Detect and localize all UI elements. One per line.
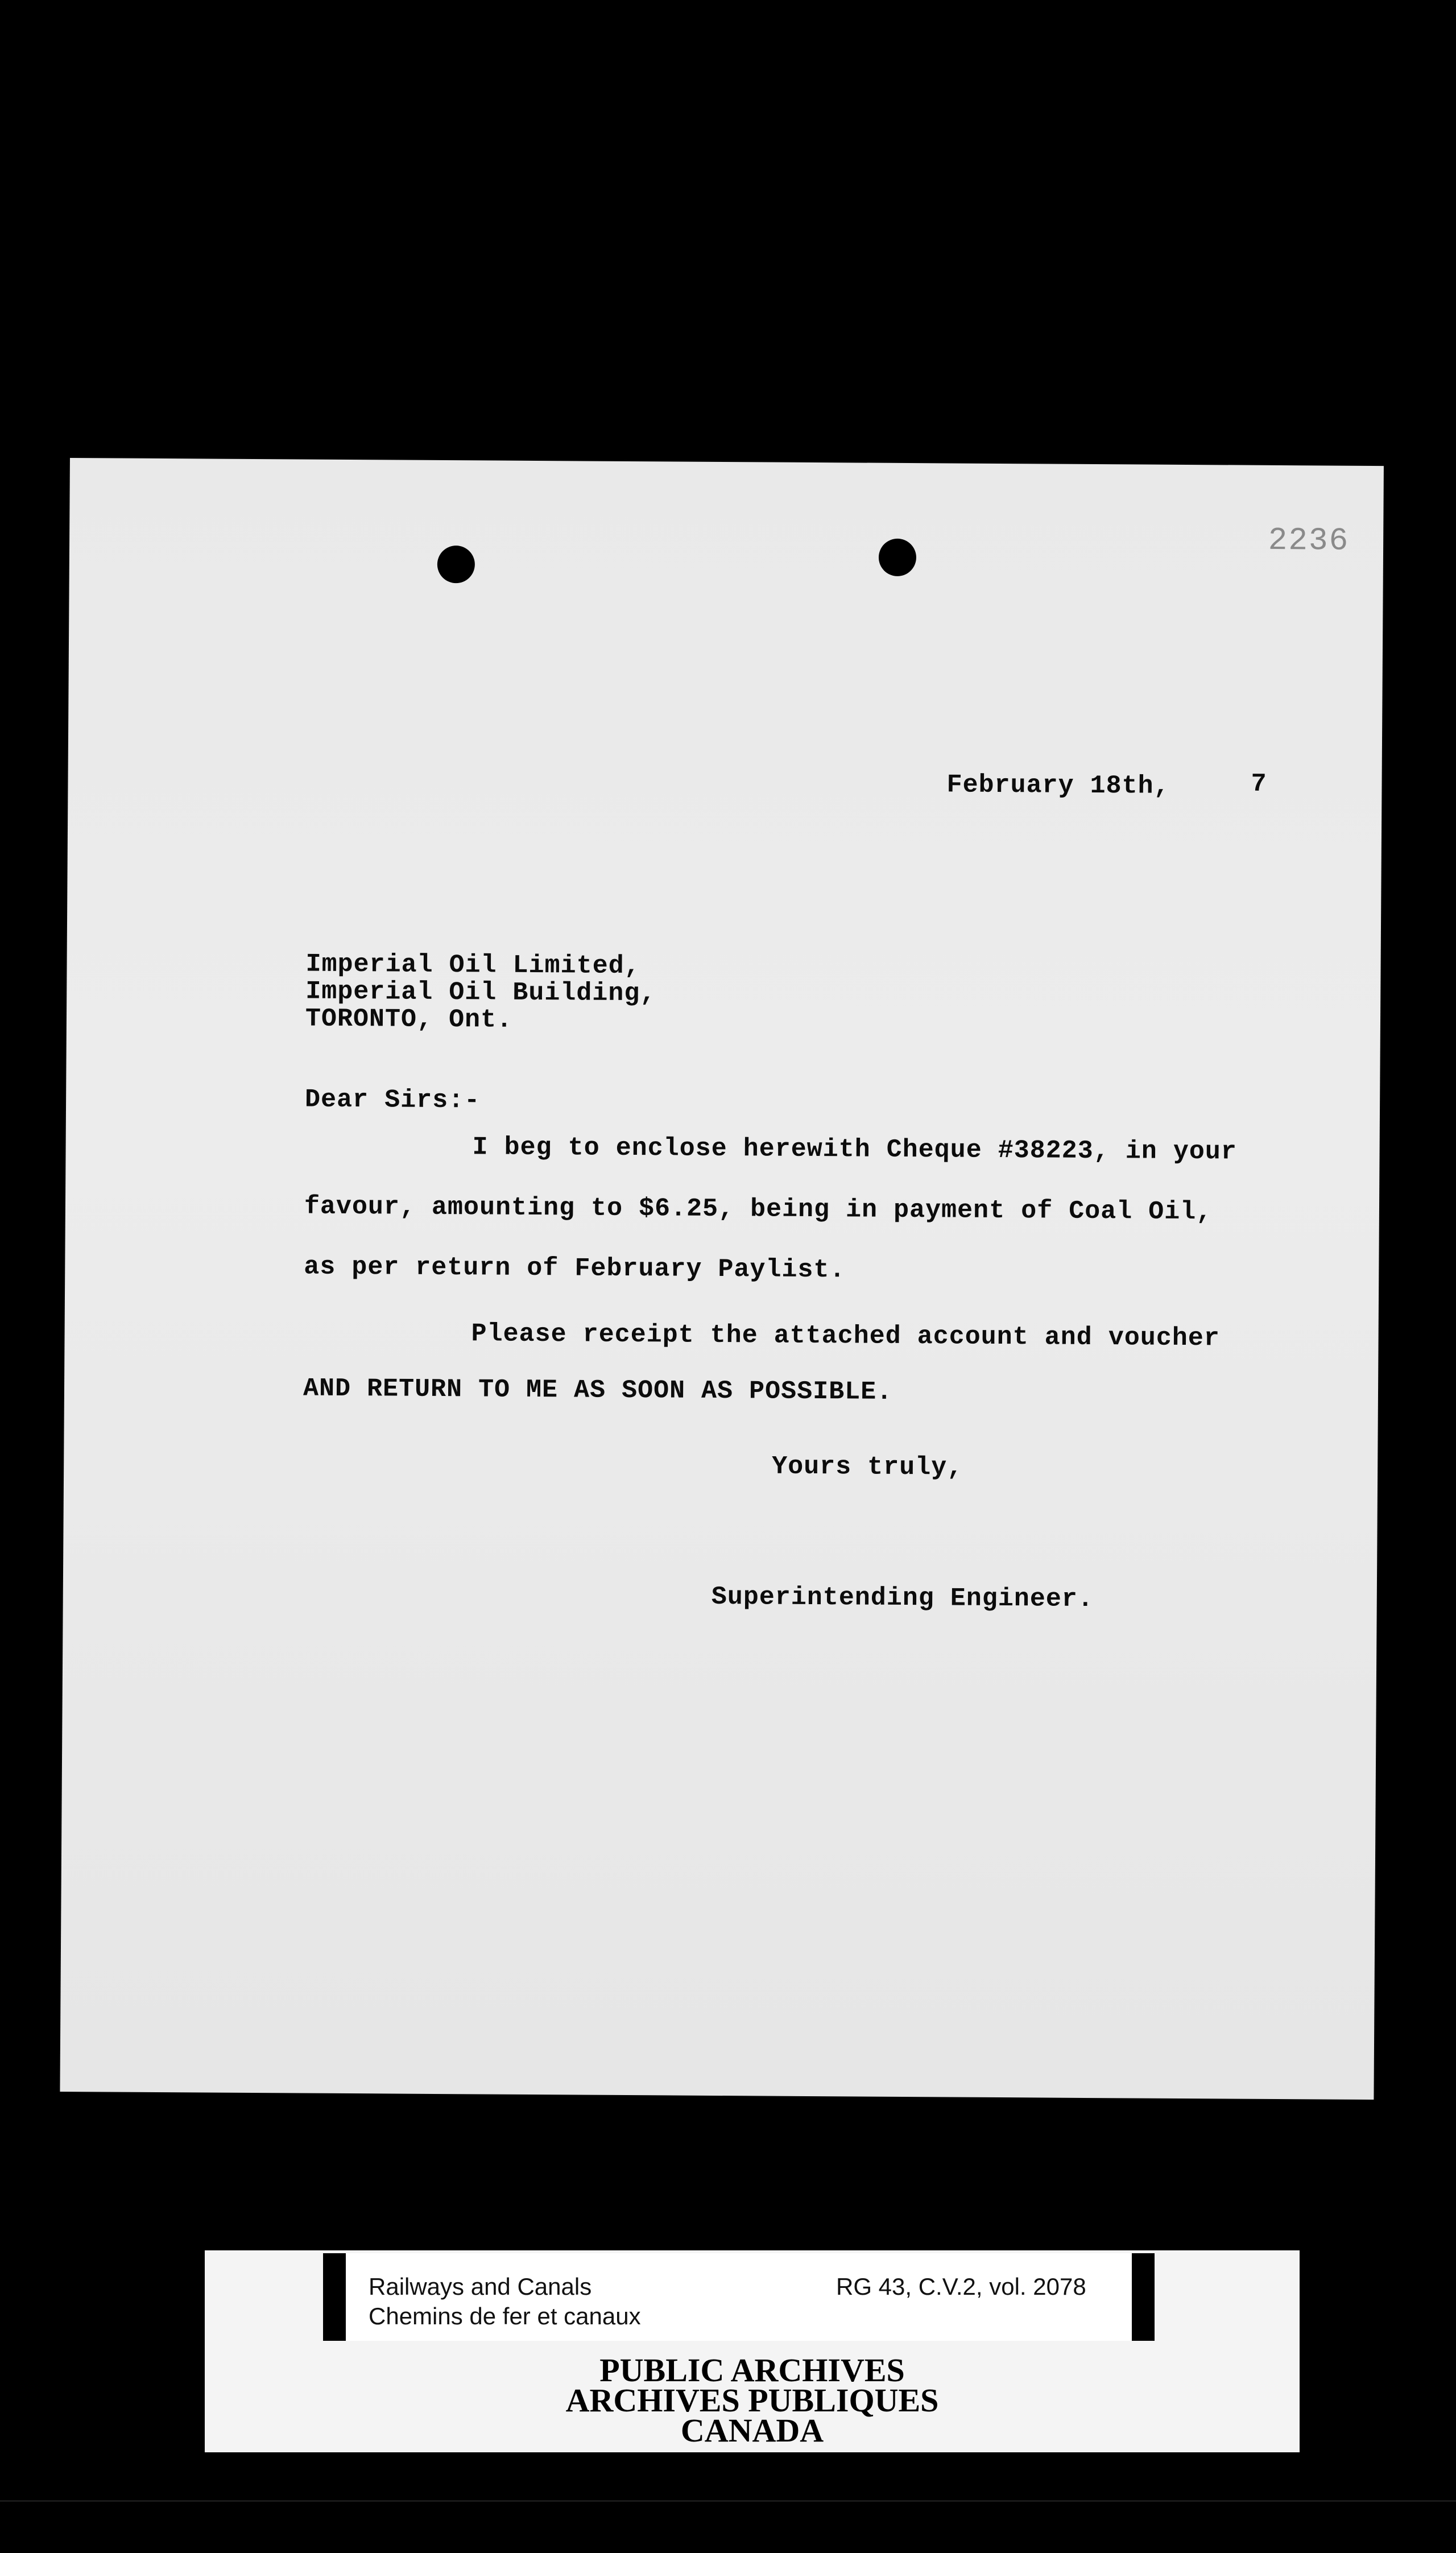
letter-date-suffix: 7 bbox=[1251, 769, 1267, 799]
body-line: I beg to enclose herewith Cheque #38223, in your bbox=[472, 1133, 1237, 1167]
punch-hole-left bbox=[437, 546, 475, 583]
letter-page bbox=[60, 458, 1384, 2100]
letter-date: February 18th, bbox=[946, 770, 1170, 801]
archives-title-fr: ARCHIVES PUBLIQUES bbox=[565, 2382, 939, 2419]
recipient-line: TORONTO, Ont. bbox=[305, 1004, 513, 1035]
archive-collection-fr: Chemins de fer et canaux bbox=[369, 2303, 641, 2329]
signature-title: Superintending Engineer. bbox=[711, 1582, 1094, 1614]
salutation: Dear Sirs:- bbox=[304, 1085, 481, 1116]
archive-collection-en: Railways and Canals bbox=[369, 2273, 592, 2300]
body-line: Please receipt the attached account and voucher bbox=[471, 1319, 1220, 1353]
bottom-divider bbox=[0, 2500, 1456, 2502]
body-line: favour, amounting to $6.25, being in payment of Coal Oil, bbox=[304, 1192, 1213, 1227]
recipient-line: Imperial Oil Limited, bbox=[305, 949, 640, 981]
document-number: 2236 bbox=[1268, 522, 1350, 559]
archives-title-en: PUBLIC ARCHIVES bbox=[599, 2352, 905, 2389]
closing: Yours truly, bbox=[772, 1452, 963, 1482]
archives-title-country: CANADA bbox=[680, 2412, 824, 2449]
punch-hole-right bbox=[879, 539, 916, 576]
archive-reference: RG 43, C.V.2, vol. 2078 bbox=[836, 2273, 1086, 2300]
body-line: as per return of February Paylist. bbox=[304, 1252, 846, 1285]
body-line: AND RETURN TO ME AS SOON AS POSSIBLE. bbox=[303, 1374, 893, 1407]
recipient-line: Imperial Oil Building, bbox=[305, 977, 656, 1009]
